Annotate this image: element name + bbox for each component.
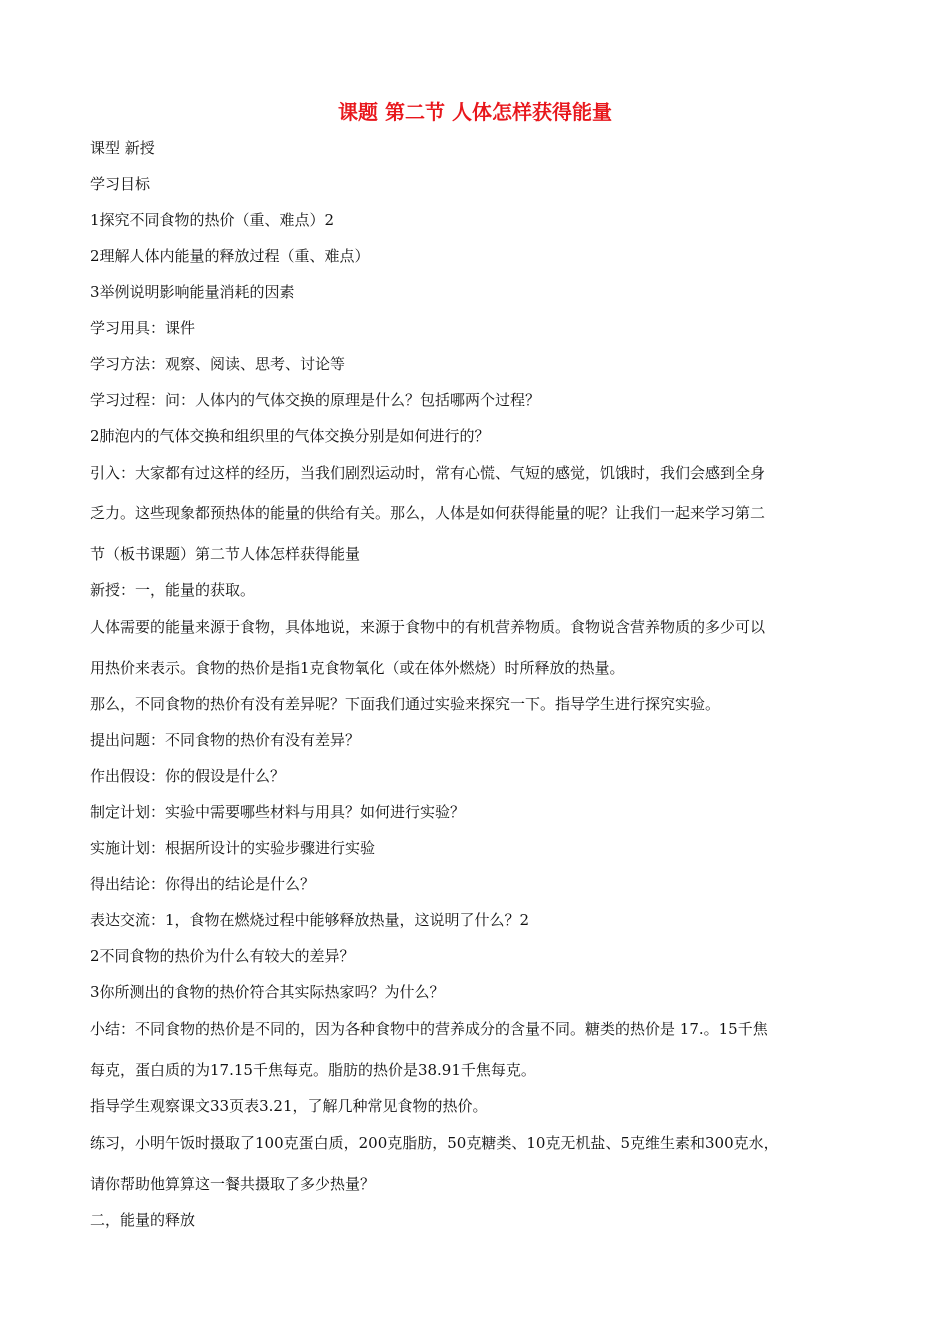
line-implement: 实施计划：根据所设计的实验步骤进行实验 <box>90 839 376 857</box>
line-intro-2: 乏力。这些现象都预热体的能量的供给有关。那么，人体是如何获得能量的呢？让我们一起来学习第二 <box>90 504 766 522</box>
line-process: 学习过程：问：人体内的气体交换的原理是什么？包括哪两个过程？ <box>90 391 541 409</box>
line-energy-2: 用热价来表示。食物的热价是指1克食物氧化（或在体外燃烧）时所释放的热量。 <box>90 659 625 677</box>
line-methods: 学习方法：观察、阅读、思考、讨论等 <box>90 355 346 373</box>
line-energy-1: 人体需要的能量来源于食物，具体地说，来源于食物中的有机营养物质。食物说含营养物质的多少可以 <box>90 618 766 636</box>
line-tools: 学习用具：课件 <box>90 319 196 337</box>
line-discussion-3: 3你所测出的食物的热价符合其实际热家吗？为什么？ <box>90 983 445 1001</box>
line-objective-2: 2理解人体内能量的释放过程（重、难点） <box>90 247 370 265</box>
line-summary-2: 每克，蛋白质的为17.15千焦每克。脂肪的热价是38.91千焦每克。 <box>90 1061 536 1079</box>
line-hypothesis: 作出假设：你的假设是什么？ <box>90 767 286 785</box>
line-objective-3: 3举例说明影响能量消耗的因素 <box>90 283 295 301</box>
line-energy-release: 二，能量的释放 <box>90 1211 196 1229</box>
line-new-teaching: 新授：一，能量的获取。 <box>90 581 256 599</box>
line-exercise-1: 练习，小明午饭时摄取了100克蛋白质，200克脂肪，50克糖类、10克无机盐、5克维生素和300克水， <box>90 1134 779 1152</box>
line-course-type: 课型 新授 <box>90 139 155 157</box>
line-experiment-intro: 那么，不同食物的热价有没有差异呢？下面我们通过实验来探究一下。指导学生进行探究实验。 <box>90 695 721 713</box>
line-objective-1: 1探究不同食物的热价（重、难点）2 <box>90 211 335 229</box>
line-discussion-2: 2不同食物的热价为什么有较大的差异？ <box>90 947 355 965</box>
line-intro-1: 引入：大家都有过这样的经历，当我们剧烈运动时，常有心慌、气短的感觉，饥饿时，我们会感到全身 <box>90 464 766 482</box>
line-question-2: 2肺泡内的气体交换和组织里的气体交换分别是如何进行的？ <box>90 427 490 445</box>
line-intro-3: 节（板书课题）第二节人体怎样获得能量 <box>90 545 361 563</box>
line-exercise-2: 请你帮助他算算这一餐共摄取了多少热量？ <box>90 1175 376 1193</box>
line-conclusion: 得出结论：你得出的结论是什么？ <box>90 875 316 893</box>
line-raise-question: 提出问题：不同食物的热价有没有差异？ <box>90 731 361 749</box>
line-objectives-heading: 学习目标 <box>90 175 151 193</box>
line-guide: 指导学生观察课文33页表3.21，了解几种常见食物的热价。 <box>90 1097 488 1115</box>
line-discussion-1: 表达交流：1，食物在燃烧过程中能够释放热量，这说明了什么？2 <box>90 911 530 929</box>
document-title: 课题 第二节 人体怎样获得能量 <box>338 100 612 124</box>
line-plan: 制定计划：实验中需要哪些材料与用具？如何进行实验？ <box>90 803 466 821</box>
line-summary-1: 小结：不同食物的热价是不同的，因为各种食物中的营养成分的含量不同。糖类的热价是 17.。15千焦 <box>90 1020 768 1038</box>
